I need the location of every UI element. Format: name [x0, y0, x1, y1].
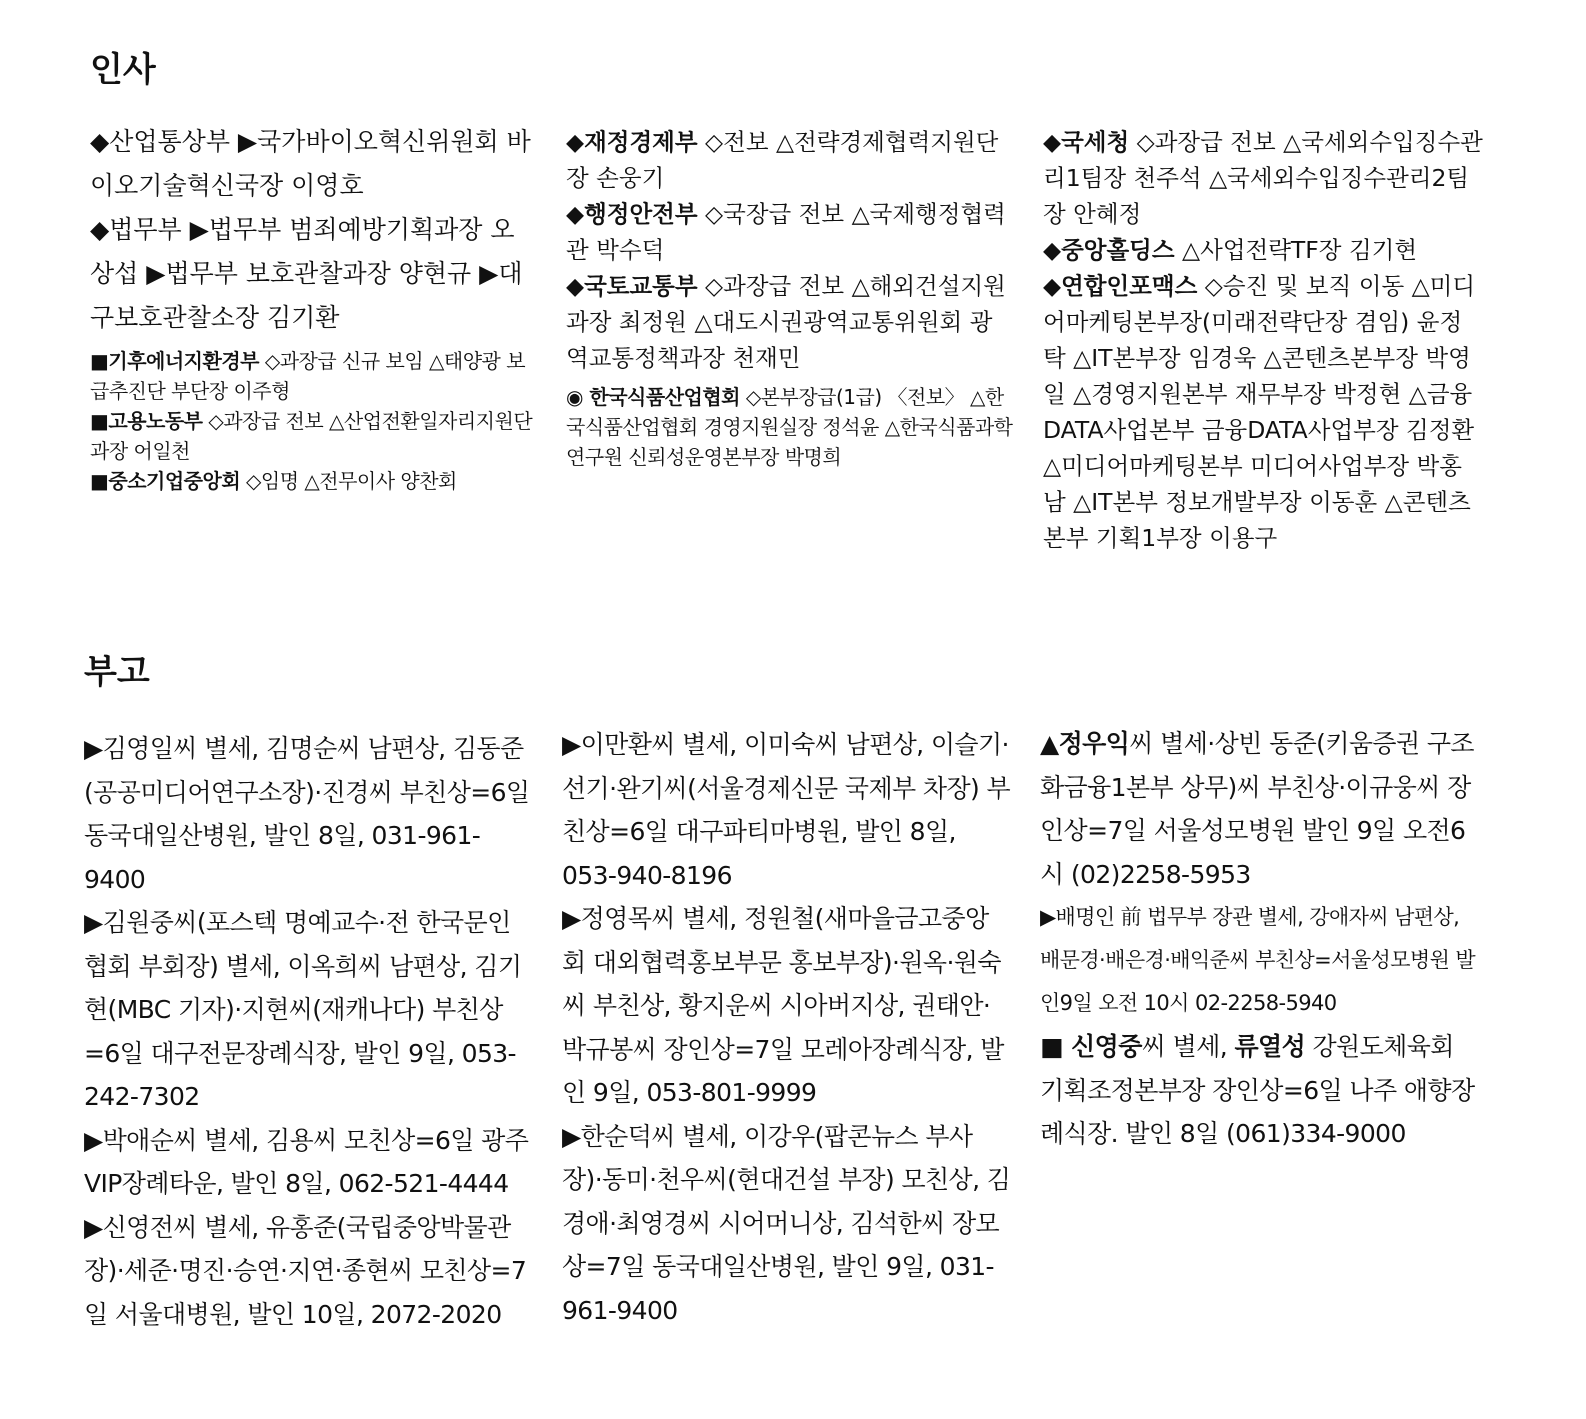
- org-name: ■고용노동부: [90, 409, 203, 433]
- entry-body: △사업전략TF장 김기현: [1174, 236, 1418, 264]
- bugo-entry: ▶이만환씨 별세, 이미숙씨 남편상, 이슬기·선기·완기씨(서울경제신문 국제부 차장) 부친상=6일 대구파티마병원, 발인 8일, 053-940-8196: [562, 730, 1011, 890]
- insa-entry-food-association: [566, 382, 1014, 472]
- insa-entry-joongang: [1043, 232, 1483, 268]
- insa-column-1: [90, 120, 538, 496]
- entry-body: ◇전보 △전략경제협력지원단장 손웅기: [566, 128, 999, 192]
- entry-body: ◇본부장급(1급) 〈전보〉 △한국식품산업협회 경영지원실장 정석윤 △한국식품과학연구원 신뢰성운영본부장 박명희: [566, 385, 1013, 469]
- bugo-entry: ▶배명인 前 법무부 장관 별세, 강애자씨 남편상, 배문경·배은경·배익준씨 부친상=서울성모병원 발인9일 오전 10시 02-2258-5940: [1040, 905, 1476, 1015]
- bugo-entry: ▶신영전씨 별세, 유홍준(국립중앙박물관장)·세준·명진·승연·지연·종현씨 모친상=7일 서울대병원, 발인 10일, 2072-2020: [84, 1212, 527, 1329]
- entry-body: ◇승진 및 보직 이동 △미디어마케팅본부장(미래전략단장 겸임) 윤정탁 △IT본부장 임경욱 △콘텐츠본부장 박영일 △경영지원본부 재무부장 박정현 △금융DATA사업본부 금융DATA사업부장 김정환 △미디어마케팅본부 미디어사업부장 박홍남 △IT본부 정보개발부장 이동훈 △콘텐츠본부 기획1부장 이용구: [1043, 272, 1476, 552]
- entry-body: ◇과장급 신규 보임 △태양광 보급추진단 부단장 이주형: [90, 349, 526, 403]
- org-name: ◆중앙홀딩스: [1043, 236, 1175, 264]
- entry-body: 씨 별세,: [1141, 1032, 1235, 1061]
- org-name: ◉ 한국식품산업협회: [566, 385, 740, 409]
- bugo-column-1: [84, 727, 534, 1336]
- org-name: ◆행정안전부: [566, 200, 698, 228]
- entry-body: ◇과장급 전보 △해외건설지원과장 최정원 △대도시권광역교통위원회 광역교통정책과장 천재민: [566, 272, 1006, 372]
- bugo-entry: ▶한순덕씨 별세, 이강우(팝콘뉴스 부사장)·동미·천우씨(현대건설 부장) 모친상, 김경애·최영경씨 시어머니상, 김석한씨 장모상=7일 동국대일산병원, 발인 9일, 031-961-9400: [562, 1121, 1011, 1325]
- entry-body: ◇과장급 전보 △국세외수입징수관리1팀장 천주석 △국세외수입징수관리2팀장 안혜정: [1043, 128, 1483, 228]
- org-name: ◆국세청: [1043, 128, 1130, 156]
- bugo-entry: ▶김원중씨(포스텍 명예교수·전 한국문인협회 부회장) 별세, 이옥희씨 남편상, 김기현(MBC 기자)·지현씨(재캐나다) 부친상=6일 대구전문장례식장, 발인 9일, 053-242-7302: [84, 908, 522, 1111]
- entry-body: 씨 별세·상빈 동준(키움증권 구조화금융1본부 상무)씨 부친상·이규웅씨 장인상=7일 서울성모병원 발인 9일 오전6시 (02)2258-5953: [1040, 729, 1474, 889]
- insa-entry-land: [566, 268, 1014, 376]
- bugo-entry: ▶김영일씨 별세, 김명순씨 남편상, 김동준(공공미디어연구소장)·진경씨 부친상=6일 동국대일산병원, 발인 8일, 031-961-9400: [84, 734, 530, 894]
- org-name: ■중소기업중앙회: [90, 469, 241, 493]
- insa-entry-justice: ◆법무부 ▶법무부 범죄예방기획과장 오상섭 ▶법무부 보호관찰과장 양현규 ▶대구보호관찰소장 김기환: [90, 215, 523, 332]
- bugo-entry: ▶정영목씨 별세, 정원철(새마을금고중앙회 대외협력홍보부문 홍보부장)·원옥·원숙씨 부친상, 황지운씨 시아버지상, 권태안·박규봉씨 장인상=7일 모레아장례식장, 발인 9일, 053-801-9999: [562, 904, 1004, 1107]
- entry-body: ◇임명 △전무이사 양찬회: [240, 469, 457, 493]
- insa-entry-interior: [566, 196, 1014, 268]
- insa-entry-industry: ◆산업통상부 ▶국가바이오혁신위원회 바이오기술혁신국장 이영호: [90, 127, 531, 200]
- org-name: ◆국토교통부: [566, 272, 698, 300]
- insa-entry-climate: [90, 346, 538, 406]
- bugo-entry: [1040, 722, 1480, 896]
- insa-entry-kbiz: [90, 466, 538, 496]
- insa-entry-nts: [1043, 124, 1483, 232]
- insa-entry-finance: [566, 124, 1014, 196]
- org-name: ■기후에너지환경부: [90, 349, 259, 373]
- insa-entry-labor: [90, 406, 538, 466]
- relative-name: 류열성: [1234, 1032, 1306, 1061]
- bugo-entry: ▶박애순씨 별세, 김용씨 모친상=6일 광주VIP장례타운, 발인 8일, 062-521-4444: [84, 1125, 529, 1198]
- insa-entry-infomax: [1043, 268, 1483, 556]
- org-name: ◆재정경제부: [566, 128, 698, 156]
- entry-body: ◇국장급 전보 △국제행정협력관 박수덕: [566, 200, 1006, 264]
- bugo-title: 부고: [84, 652, 150, 692]
- insa-column-3: [1043, 124, 1483, 556]
- bugo-column-2: [562, 723, 1012, 1332]
- bugo-entry: [1040, 1025, 1480, 1156]
- deceased-name: ■ 신영중: [1040, 1032, 1142, 1061]
- bugo-column-3: [1040, 722, 1480, 1156]
- org-name: ◆연합인포맥스: [1043, 272, 1198, 300]
- insa-title: 인사: [90, 50, 156, 90]
- deceased-name: ▲정우익: [1040, 729, 1130, 758]
- insa-column-2: [566, 124, 1014, 472]
- entry-body: 강원도체육회 기획조정본부장 장인상=6일 나주 애향장례식장. 발인 8일 (061)334-9000: [1040, 1032, 1475, 1148]
- entry-body: ◇과장급 전보 △산업전환일자리지원단 과장 어일천: [90, 409, 533, 463]
